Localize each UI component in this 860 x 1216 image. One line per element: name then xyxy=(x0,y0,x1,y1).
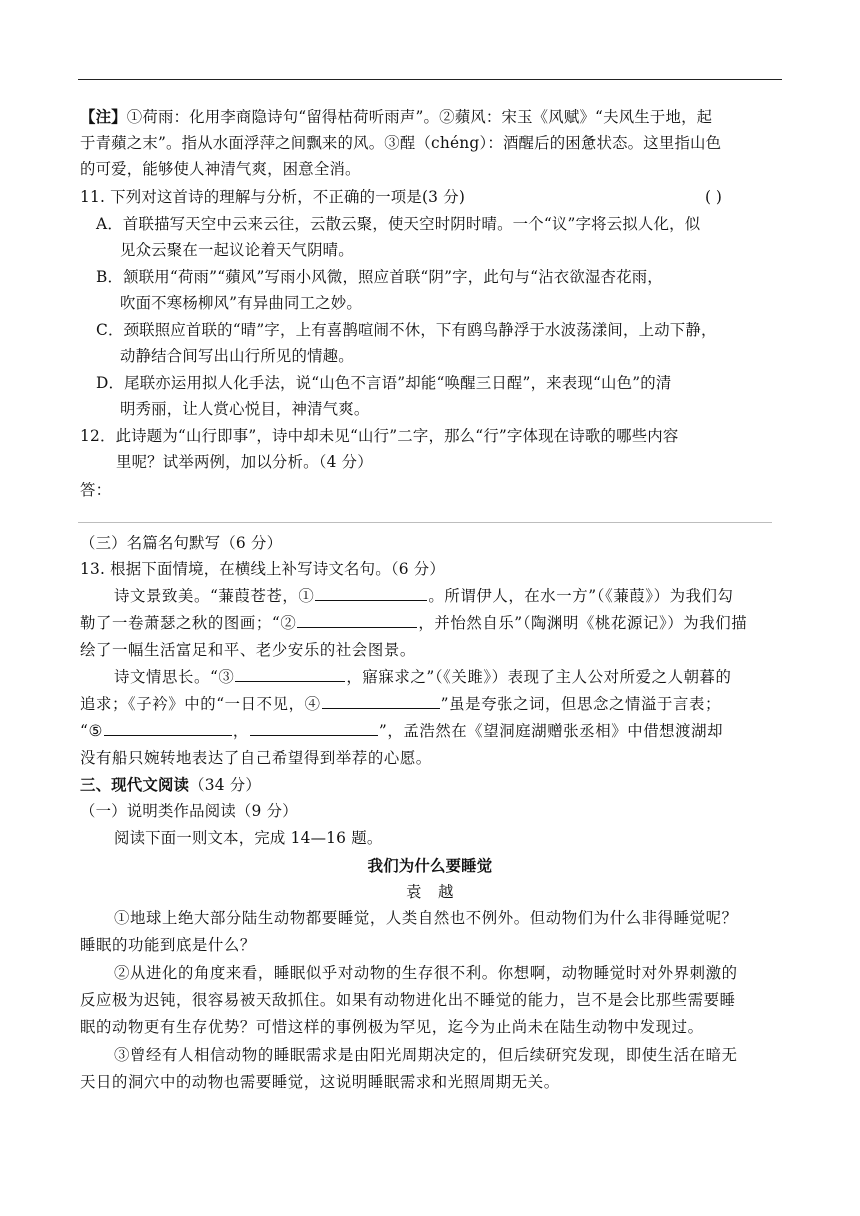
blank-2[interactable] xyxy=(297,612,417,628)
article-para3-line-1: ③曾经有人相信动物的睡眠需求是由阳光周期决定的，但后续研究发现，即使生活在暗无 xyxy=(114,1046,738,1064)
q13-para1-line-2: 勒了一卷萧瑟之秋的图画；“② ，并怡然自乐”（陶渊明《桃花源记》）为我们描 xyxy=(80,614,748,632)
part3-sub-heading: （一）说明类作品阅读（9 分） xyxy=(80,802,298,820)
article-para1-line-2: 睡眠的功能到底是什么？ xyxy=(80,936,256,954)
answer-divider xyxy=(78,522,772,523)
section-heading-recitation: （三）名篇名句默写（6 分） xyxy=(80,534,283,552)
q11-option-a-line-1: A．首联描写天空中云来云往，云散云聚，使天空时阴时晴。一个“议”字将云拟人化，似 xyxy=(96,215,701,233)
q11-option-c-line-2: 动静结合间写出山行所见的情趣。 xyxy=(120,347,354,365)
header-rule xyxy=(78,79,782,80)
q13-para1-line-1: 诗文景致美。“蒹葭苍苍，① 。所谓伊人，在水一方”（《蒹葭》）为我们勾 xyxy=(114,587,734,605)
article-title: 我们为什么要睡觉 xyxy=(367,857,493,875)
article-author: 袁 越 xyxy=(406,883,454,901)
q11-option-d-line-2: 明秀丽，让人赏心悦目，神清气爽。 xyxy=(120,400,370,418)
article-para2-line-1: ②从进化的角度来看，睡眠似乎对动物的生存很不利。你想啊，动物睡觉时对外界刺激的 xyxy=(114,964,738,982)
q11-option-d-line-1: D．尾联亦运用拟人化手法，说“山色不言语”却能“唤醒三日酲”，来表现“山色”的清 xyxy=(96,374,672,392)
q12-stem-line-1: 12．此诗题为“山行即事”，诗中却未见“山行”二字，那么“行”字体现在诗歌的哪些内容 xyxy=(80,427,679,445)
q11-option-a-line-2: 见众云聚在一起议论着天气阴晴。 xyxy=(120,241,354,259)
q12-stem-line-2: 里呢？试举两例，加以分析。（4 分） xyxy=(116,453,373,471)
notes-label: 【注】 xyxy=(80,108,127,126)
q13-para2-line-1: 诗文情思长。“③ ，寤寐求之”（《关雎》）表现了主人公对所爱之人朝暮的 xyxy=(114,668,732,686)
blank-5a[interactable] xyxy=(104,720,232,736)
notes-line-2: 于青蘋之末”。指从水面浮萍之间飘来的风。③酲（chéng）：酒醒后的困惫状态。这里指山色 xyxy=(80,134,722,152)
article-para2-line-3: 眠的动物更有生存优势？可惜这样的事例极为罕见，迄今为止尚未在陆生动物中发现过。 xyxy=(80,1018,704,1036)
part3-heading: 三、现代文阅读（34 分） xyxy=(80,776,261,794)
q11-stem: 11. 下列对这首诗的理解与分析，不正确的一项是(3 分) xyxy=(80,188,466,206)
article-para1-line-1: ①地球上绝大部分陆生动物都要睡觉，人类自然也不例外。但动物们为什么非得睡觉呢？ xyxy=(114,909,738,927)
q13-para1-line-3: 绘了一幅生活富足和平、老少安乐的社会图景。 xyxy=(80,641,416,659)
q11-answer-parenthesis[interactable]: ( ) xyxy=(705,188,722,206)
q13-stem: 13. 根据下面情境，在横线上补写诗文名句。（6 分） xyxy=(80,560,445,578)
blank-5b[interactable] xyxy=(250,720,378,736)
article-para3-line-2: 天日的洞穴中的动物也需要睡觉，这说明睡眠需求和光照周期无关。 xyxy=(80,1073,560,1091)
blank-3[interactable] xyxy=(235,666,345,682)
q11-option-b-line-1: B．颔联用“荷雨”“蘋风”写雨小风微，照应首联“阴”字，此句与“沾衣欲湿杏花雨， xyxy=(96,268,663,286)
notes-line-3: 的可爱，能够使人神清气爽，困意全消。 xyxy=(80,160,361,178)
notes-line-1: 【注】①荷雨：化用李商隐诗句“留得枯荷听雨声”。②蘋风：宋玉《风赋》“夫风生于地，起 xyxy=(80,108,713,126)
blank-4[interactable] xyxy=(322,693,440,709)
blank-1[interactable] xyxy=(315,585,427,601)
q11-option-c-line-1: C．颈联照应首联的“晴”字，上有喜鹊喧闹不休，下有鸥鸟静浮于水波荡漾间，上动下静， xyxy=(96,321,717,339)
q11-option-b-line-2: 吹面不寒杨柳风”有异曲同工之妙。 xyxy=(120,294,362,312)
q13-para2-line-3: “⑤ ， ”，孟浩然在《望洞庭湖赠张丞相》中借想渡湖却 xyxy=(80,722,724,740)
article-para2-line-2: 反应极为迟钝，很容易被天敌抓住。如果有动物进化出不睡觉的能力，岂不是会比那些需要睡 xyxy=(80,991,736,1009)
q13-para2-line-4: 没有船只婉转地表达了自己希望得到举荐的心愿。 xyxy=(80,749,432,767)
reading-instruction: 阅读下面一则文本，完成 14—16 题。 xyxy=(114,829,383,847)
q13-para2-line-2: 追求；《子衿》中的“一日不见，④ ”虽是夸张之词，但思念之情溢于言表； xyxy=(80,695,721,713)
q12-answer-label: 答： xyxy=(80,481,112,499)
